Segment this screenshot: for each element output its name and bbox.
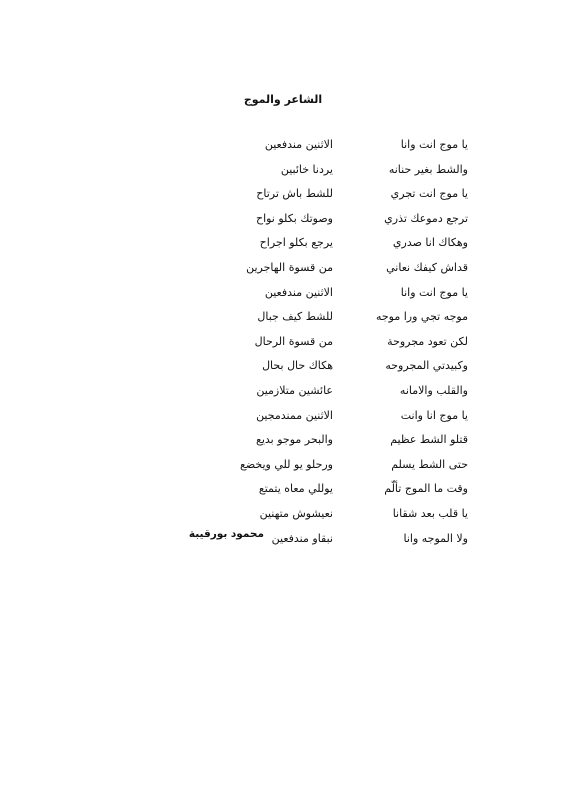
- verse-first-half: يا قلب بعد شقانا: [392, 506, 468, 520]
- verse-second-half: يوللي معاه يتمتع: [258, 482, 333, 496]
- verse-line: [0, 409, 566, 434]
- verse-line: [0, 507, 566, 532]
- verse-second-half: هكاك حال بحال: [262, 359, 333, 373]
- verse-line: [0, 532, 566, 557]
- poem-body: [0, 138, 566, 556]
- verse-first-half: ولا الموجه وانا: [403, 531, 468, 545]
- verse-second-half: عائشين متلازمين: [256, 383, 333, 397]
- verse-line: [0, 187, 566, 212]
- verse-second-half: والبحر موجو بديع: [255, 433, 333, 447]
- verse-first-half: حتى الشط يسلم: [391, 457, 468, 471]
- verse-line: [0, 482, 566, 507]
- verse-line: [0, 163, 566, 188]
- verse-line: [0, 458, 566, 483]
- poem-title: الشاعر والموج: [243, 93, 323, 106]
- verse-first-half: وكبيدتي المجروحه: [385, 359, 468, 373]
- verse-first-half: يا موج انت وانا: [400, 285, 468, 299]
- verse-first-half: وقت ما الموج تألّم: [384, 482, 468, 496]
- verse-line: [0, 212, 566, 237]
- verse-first-half: موجه تجي ورا موجه: [375, 310, 468, 324]
- verse-first-half: قتلو الشط عظيم: [390, 433, 468, 447]
- verse-second-half: الاثنين مندفعين: [264, 138, 333, 151]
- verse-first-half: يا موج انت تجري: [390, 187, 468, 201]
- poem-author: محمود بورقيبة: [188, 528, 264, 540]
- verse-first-half: والقلب والامانه: [399, 383, 468, 397]
- verse-second-half: للشط باش ترتاح: [256, 187, 333, 201]
- verse-second-half: يردنا خائبين: [280, 162, 333, 176]
- verse-second-half: من قسوة الرحال: [254, 334, 333, 348]
- verse-second-half: نبقاو مندفعين: [271, 531, 333, 545]
- verse-second-half: وصوتك بكلو نواح: [255, 211, 333, 225]
- verse-line: [0, 261, 566, 286]
- verse-line: [0, 138, 566, 163]
- verse-line: [0, 286, 566, 311]
- verse-second-half: للشط كيف جبال: [257, 310, 333, 324]
- verse-line: [0, 236, 566, 261]
- verse-first-half: وهكاك انا صدري: [392, 236, 468, 250]
- verse-second-half: ورحلو يو للي ويخضع: [239, 457, 333, 471]
- verse-first-half: قداش كيفك نعاني: [386, 260, 468, 274]
- verse-second-half: نعيشوش متهنين: [259, 506, 333, 520]
- verse-second-half: الاثنين مندفعين: [264, 285, 333, 299]
- verse-line: [0, 433, 566, 458]
- verse-second-half: يرجع بكلو اجراح: [259, 236, 333, 250]
- verse-line: [0, 384, 566, 409]
- verse-first-half: والشط بغير حنانه: [388, 162, 468, 176]
- verse-first-half: يا موج انت وانا: [400, 138, 468, 151]
- verse-second-half: من قسوة الهاجرين: [246, 260, 333, 274]
- verse-first-half: يا موج انا وانت: [400, 408, 468, 422]
- verse-first-half: لكن تعود مجروحة: [387, 334, 468, 348]
- verse-line: [0, 359, 566, 384]
- verse-second-half: الاثنين ممندمجين: [256, 408, 333, 422]
- verse-first-half: ترجع دموعك تذري: [384, 211, 468, 225]
- verse-line: [0, 310, 566, 335]
- verse-line: [0, 335, 566, 360]
